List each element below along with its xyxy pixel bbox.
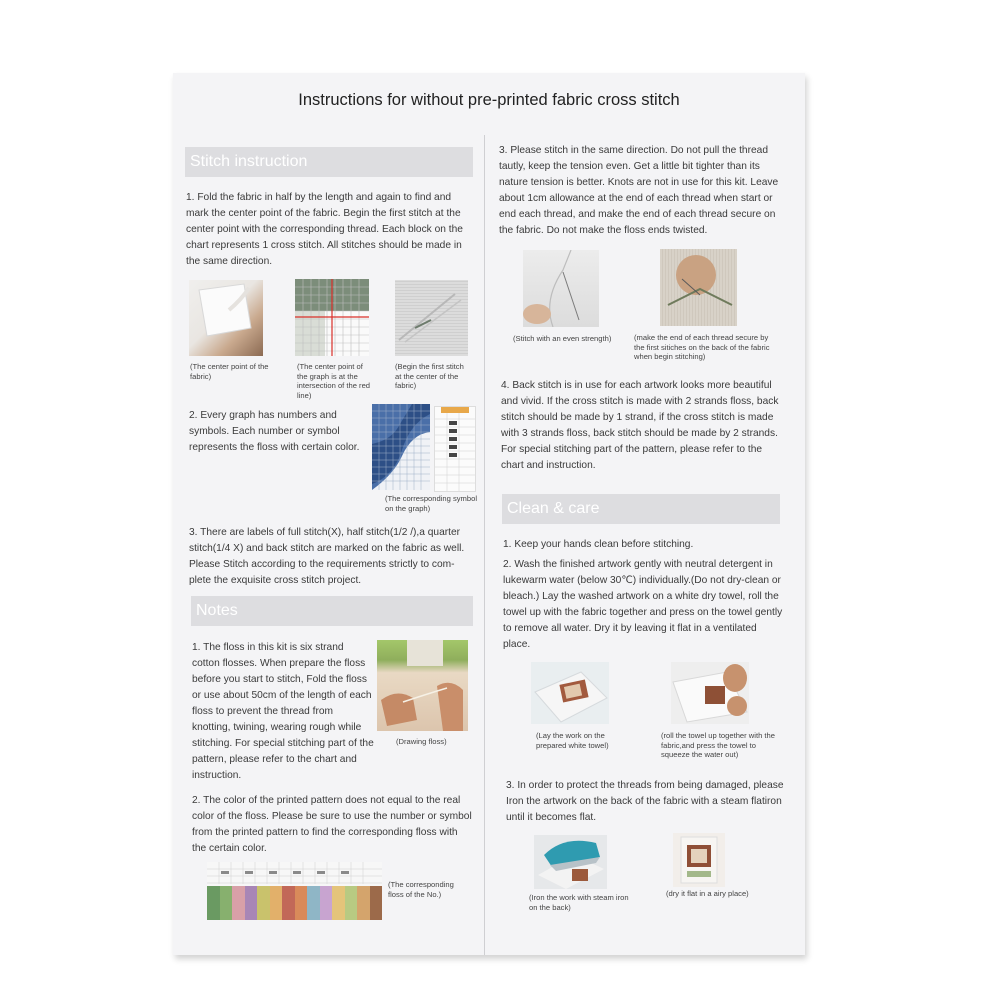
floss-legend-table — [434, 406, 476, 492]
page-title: Instructions for without pre-printed fabric cross stitch — [298, 91, 680, 109]
stitch-step-3: 3. There are labels of full stitch(X), half stitch(1/2 /),a quarter stitch(1/4 X) and back stitch are marked on the fabric as well. Please Stitch according to the requirements strictly to com-plete the exquisite cross stitch project. — [189, 527, 465, 586]
clean-care-item-3: 3. In order to protect the threads from being damaged, please Iron the artwork on the back of the fabric with a steam flatiron until it becomes flat. — [506, 780, 784, 823]
caption-drawing-floss: (Drawing floss) — [396, 737, 447, 746]
column-divider — [484, 135, 485, 955]
caption-steam-iron: (Iron the work with steam iron on the back) — [529, 893, 629, 912]
floss-skeins — [207, 886, 382, 920]
stitch-step-1: 1. Fold the fabric in half by the length and again to find and mark the center point of the fabric. Begin the first stitch at the center point with the corresponding thread. Each block on the chart represents 1 cross stitch. All stitches should be made in the same direction. — [186, 192, 463, 267]
chart-center-graph — [295, 279, 369, 356]
caption-first-stitch: (Begin the first stitch at the center of the fabric) — [395, 362, 464, 390]
symbol-graph — [372, 404, 430, 490]
caption-even-strength: (Stitch with an even strength) — [513, 334, 612, 343]
caption-lay-towel: (Lay the work on the prepared white towel) — [536, 731, 609, 750]
caption-fabric-center: (The center point of the fabric) — [190, 362, 269, 381]
instruction-sheet — [173, 73, 805, 955]
caption-floss-number: (The corresponding floss of the No.) — [388, 880, 454, 899]
dry-flat-photo — [673, 833, 725, 887]
even-strength-photo — [523, 250, 599, 327]
stitch-instruction-heading: Stitch instruction — [185, 147, 473, 177]
towel-lay-photo — [531, 662, 609, 724]
stitch-step-2: 2. Every graph has numbers and symbols. Each number or symbol represents the floss with certain color. — [189, 410, 360, 453]
drawing-floss-photo — [377, 640, 468, 731]
fabric-center-photo — [189, 280, 263, 356]
notes-item-1: 1. The floss in this kit is six strand cotton flosses. When prepare the floss before you start to stitch, Fold the floss or use about 50cm of the length of each floss to prevent the thread from knotting, twining, wearing rough while stitching. For special stitching part of the pattern, please refer to the chart and instruction. — [192, 642, 374, 781]
first-stitch-photo — [395, 280, 468, 356]
floss-number-chart — [207, 862, 382, 920]
caption-dry-flat: (dry it flat in a airy place) — [666, 889, 749, 898]
clean-care-item-1: 1. Keep your hands clean before stitching. — [503, 539, 694, 550]
caption-graph-center: (The center point of the graph is at the intersection of the red line) — [297, 362, 371, 400]
towel-roll-photo — [671, 662, 749, 724]
notes-heading: Notes — [191, 596, 473, 626]
notes-item-2: 2. The color of the printed pattern does not equal to the real color of the floss. Please be sure to use the number or symbol from the printed pattern to find the corresponding floss with the certain color. — [192, 795, 472, 854]
caption-symbol-graph: (The corresponding symbol on the graph) — [385, 494, 478, 513]
stitch-step-3-direction: 3. Please stitch in the same direction. Do not pull the thread tautly, keep the tension even. Get a little bit tighter than its nature tension is better. Knots are not in use for this kit. Leave about 1cm allowance at the end of each thread when start or end each thread, and make the end of each thread secure on the fabric. Do not make the floss ends twisted. — [499, 145, 779, 236]
caption-roll-towel: (roll the towel up together with the fabric,and press the towel to squeeze the water out) — [661, 731, 775, 759]
thread-end-photo — [660, 249, 737, 326]
clean-care-heading: Clean & care — [502, 494, 780, 524]
stitch-step-4: 4. Back stitch is in use for each artwork looks more beautiful and vivid. If the cross stitch is made with 2 strands floss, back stitch should be made by 1 strand, if the cross stitch is made with 3 strands floss, back stitch should be made by 2 strands. For special stitching part of the pattern, please refer to the chart and instruction. — [501, 380, 779, 471]
caption-thread-end: (make the end of each thread secure by the first sitiches on the back of the fabric when begin stitching) — [634, 333, 770, 361]
steam-iron-photo — [534, 835, 607, 889]
clean-care-item-2: 2. Wash the finished artwork gently with neutral detergent in lukewarm water (below 30℃) individually.(Do not dry-clean or bleach.) Lay the washed artwork on a white dry towel, roll the towel up with the fabric together and press on the towel gently to remove all water. Dry it by leaving it flat in a ventilated place. — [503, 559, 783, 650]
